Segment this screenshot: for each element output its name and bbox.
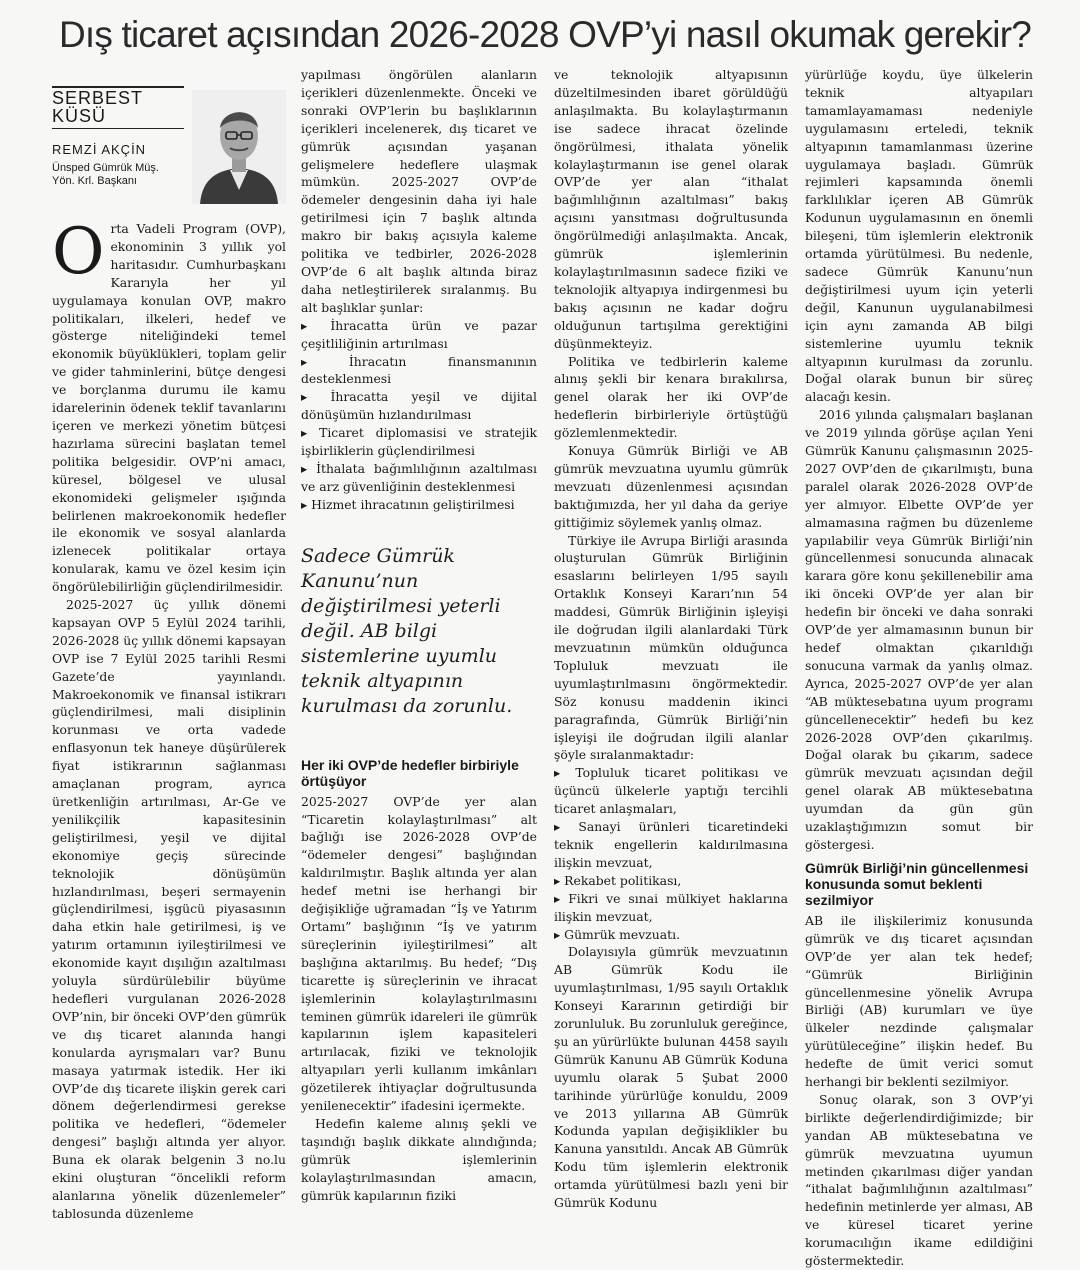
author-photo — [192, 90, 286, 204]
column-3 — [554, 66, 788, 1211]
bullet-item: ▸ İhracatın finansmanının desteklenmesi — [301, 353, 537, 389]
bullet-item: ▸ İthalata bağımlılığının azaltılması ve arz güvenliğinin desteklenmesi — [301, 460, 537, 496]
bullet-item: ▸ Topluluk ticaret politikası ve üçüncü ülkelerle yaptığı tercihli ticaret anlaşmaları, — [554, 764, 788, 818]
author-role-line1: Ünsped Gümrük Müş. — [52, 161, 159, 174]
bullet-item: ▸ Fikri ve sınai mülkiyet haklarına ilişkin mevzuat, — [554, 890, 788, 926]
paragraph: yapılması öngörülen alanların içerikleri düzenlenmekte. Önceki ve sonraki OVP’lerin bu başlıklarının içerikleri incelenerek, dış ticaret ve gümrük açısından yaşanan gelişmelere hedeflere ulaşmak mümkün. 2025-2027 OVP’de ödemeler dengesinin daha iyi hale getirilmesi için 7 başlık altında makro bir bakış açısıyla kaleme politika ve tedbirler, 2026-2028 OVP’de 6 alt başlık altında biraz daha netleştirilerek sıralanmış. Bu alt başlıklar şunlar: — [301, 67, 537, 315]
column-2 — [301, 66, 537, 1203]
paragraph: Türkiye ile Avrupa Birliği arasında oluşturulan Gümrük Birliğinin esaslarını belirleyen 1/95 sayılı Ortaklık Konseyi Kararı’nın 54 maddesi, Gümrük Birliğinin işleyişi ile doğrudan ilgili alanlardaki Türk mevzuatının mümkün olduğunca Topluluk mevzuatı ile uyumlaştırılmasını öngörmektedir. Söz konusu maddenin ikinci paragrafında, Gümrük Birliği’nin işleyişi ile doğrudan ilgili alanlar şöyle sıralanmaktadır: — [554, 532, 788, 763]
paragraph: 2016 yılında çalışmaları başlanan ve 2019 yılında görüşe açılan Yeni Gümrük Kanunu çalışmasının 2025-2027 OVP’den de çıkarılmıştı, buna paralel olarak 2026-2028 OVP’de yer almıyor. Elbette OVP’de yer almamasına rağmen bu düzenleme yapılabilir veya Gümrük Birliği’nin güncellenmesi sonucunda alınacak karara göre konu şekillenebilir ama iki önceki OVP’de yer alan bir hedefin bir önceki ve daha sonraki OVP’de yer almamasının bunun bir hedef olmaktan çıkarıldığı sonucuna varmak da yanlış olmaz. Ayrıca, 2025-2027 OVP’de yer alan “AB müktesebatına uyum programı güncellenecektir” hedefi bu kez 2026-2028 OVP’den çıkarılmış. Doğal olarak bu çıkarım, sadece gümrük mevzuatı açısından değil genel olarak AB müktesebatına uyumdan da gün gün uzaklaştığımızın somut bir göstergesi. — [805, 407, 1033, 852]
headline: Dış ticaret açısından 2026-2028 OVP’yi nasıl okumak gerekir? — [58, 14, 1032, 55]
paragraph: 2025-2027 üç yıllık dönemi kapsayan OVP 5 Eylül 2024 tarihli, 2026-2028 üç yıllık dönemi kapsayan OVP ise 7 Eylül 2025 tarihli Resmi Gazete’de yayınlandı. Makroekonomik ve finansal istikrarı güçlendirilmesi, mali disiplinin korunması ve orta vadede enflasyonun tek haneye düşürülerek fiyat istikrarının sağlanması amaçlanan program, ayrıca üretkenliğin artırılması, Ar-Ge ve yenilikçilik kapasitesinin geliştirilmesi, yeşil ve dijital ekonomiye geçiş sürecinde teknolojik dönüşümün hızlandırılması, beşeri sermayenin güçlendirilmesi, işgücü piyasasının daha etkin hale getirilmesi, iş ve yatırım ortamının iyileştirilmesi ve ekonomide kayıt dışılığın azaltılması yoluyla sürdürülebilir büyüme hedefleri vurgulanan 2026-2028 OVP’nin, bir önceki OVP’den gümrük ve dış ticaret alanında hangi konularda ayrışmaları var? Bunu masaya yatırmak istedik. Her iki OVP’de dış ticarete ilişkin gerek cari dönem değerlendirmesi gerekse politika ve hedefleri, “ödemeler dengesi” başlığı altında yer alıyor. Buna ek olarak belgenin 3 no.lu ekini oluşturan “öncelikli reform alanlarına yönelik düzenlemeler” tablosunda düzenleme — [52, 597, 286, 1221]
byline-box — [52, 86, 286, 220]
paragraph: ve teknolojik altyapısının düzeltilmesinden ibaret görüldüğü anlaşılmakta. Bu kolaylaştırmanın ise sadece ihracat özelinde öngörülmesi, ithalata yönelik kolaylaştırmanın ise genel olarak OVP’de yer alan “ithalat bağımlılığının azaltılması” bakış açısını yansıtması doğrultusunda öngörülmediği anlaşılmakta. Ancak, gümrük işlemlerinin kolaylaştırılmasının sadece fiziki ve teknolojik altyapıya indirgenmesi bu bakış açısının ne kadar doğru olduğunun tartışılma gerektiğini düşünmekteyiz. — [554, 67, 788, 351]
bullet-item: ▸ Rekabet politikası, — [554, 872, 788, 890]
paragraph: Politika ve tedbirlerin kaleme alınış şekli bir kenara bırakılırsa, genel olarak her iki OVP’de hedeflerin birbirleriyle örtüştüğü gözlemlenmektedir. — [554, 353, 788, 441]
paragraph: Dolayısıyla gümrük mevzuatının AB Gümrük Kodu ile uyumlaştırılması, 1/95 sayılı Ortaklık Konseyi Kararının getirdiği bir zorunluluk. Bu zorunluluk gereğince, şu an yürürlükte bulunan 4458 sayılı Gümrük Kanunu AB Gümrük Koduna uyumlu olarak 5 Şubat 2000 tarihinde yürürlüğe konuldu, 2009 ve 2013 yıllarına AB Gümrük Kodunda yapılan değişiklikler bu Kanuna yansıtıldı. Ancak AB Gümrük Kodu tüm işlemlerin elektronik ortamda yürütülmesi bazlı yeni bir Gümrük Kodunu — [554, 944, 788, 1211]
author-name: REMZİ AKÇİN — [52, 141, 147, 157]
paragraph: Konuya Gümrük Birliği ve AB gümrük mevzuatına uyumlu gümrük mevzuatı düzenlenmesi açısından baktığımızda, her yıl daha da geriye gittiğimiz söylemek yanlış olmaz. — [554, 443, 788, 530]
pull-quote: Sadece Gümrük Kanunu’nun değiştirilmesi yeterli değil. AB bilgi sistemlerine uyumlu teknik altyapının kurulması da zorunlu. — [301, 544, 513, 717]
paragraph-text: rta Vadeli Program (OVP), ekonominin 3 yıllık yol haritasıdır. Cumhurbaşkanı Kararıyla her yıl uygulamaya konulan OVP, makro politikaları, ilkeleri, hedef ve gösterge niteliğindeki temel ekonomik büyüklükleri, toplam gelir ve gider tahminlerini, bütçe dengesi ve borçlanma durumu ile kamu idarelerinin ödenek teklif tavanlarını içeren ve merkezi yönetim bütçesi hazırlama sürecini başlatan temel politika belgesidir. OVP’ni amacı, küresel, bölgesel ve ulusal ekonomideki gelişmeler ışığında belirlenen makroekonomik hedefler ile ekonomik ve sosyal alanlarda izlenecek politikalar ortaya konularak, kamu ve özel kesim için öngörülebilirliğin güçlendirilmesidir. — [52, 221, 286, 595]
bullet-item: ▸ Hizmet ihracatının geliştirilmesi — [301, 496, 537, 514]
column-1 — [52, 66, 286, 1221]
bullet-item: ▸ İhracatta yeşil ve dijital dönüşümün hızlandırılması — [301, 388, 537, 424]
paragraph: AB ile ilişkilerimiz konusunda gümrük ve dış ticaret açısından OVP’de yer alan tek hedef; “Gümrük Birliğinin güncellenmesine yönelik Avrupa Birliği (AB) kurumları ve üye ülkeler nezdinde çalışmalar yürütüleceğine” ilişkin hedef. Bu hedefte de ümit verici somut herhangi bir beklenti sezilmiyor. — [805, 912, 1033, 1090]
column-4 — [805, 66, 1033, 1269]
lead-paragraph — [52, 215, 286, 596]
subheading: Her iki OVP’de hedefler birbiriyle örtüşüyor — [301, 756, 519, 789]
paragraph: Hedefin kaleme alınış şekli ve taşındığı başlık dikkate alındığında; gümrük işlemlerinin kolaylaştırılmasından amacın, gümrük kapılarının fiziki — [301, 1115, 537, 1203]
column-kicker: SERBEST KÜSÜ — [52, 86, 184, 129]
bullet-item: ▸ Ticaret diplomasisi ve stratejik işbirliklerin güçlendirilmesi — [301, 424, 537, 460]
drop-cap: O — [52, 215, 105, 289]
author-role-line2: Yön. Krl. Başkanı — [52, 174, 137, 187]
bullet-item: ▸ İhracatta ürün ve pazar çeşitliliğinin artırılması — [301, 317, 537, 353]
paragraph: yürürlüğe koydu, üye ülkelerin teknik altyapıları tamamlayamaması nedeniyle uygulamasını erteledi, teknik altyapının tamamlanması üzerine uygulamaya başladı. Gümrük rejimleri kapsamında önemli farklılıklar içeren AB Gümrük Kodunun uygulamasının en önemli bileşeni, tüm işlemlerin elektronik ortamda yürütülmesi. Bu nedenle, sadece Gümrük Kanunu’nun değiştirilmesi uyum için yeterli değil, Kanunun uygulanabilmesi için aynı zamanda AB bilgi sistemlerine uyumlu teknik altyapının kurulması da zorunlu. Doğal olarak bunun bir süreç alacağı kesin. — [805, 67, 1033, 405]
bullet-item: ▸ Gümrük mevzuatı. — [554, 926, 788, 944]
paragraph: 2025-2027 OVP’de yer alan “Ticaretin kolaylaştırılması” alt bağlığı ise 2026-2028 OVP’de “ödemeler dengesi” başlığından kaldırılmıştır. Başlık altında yer alan hedef metni ise herhangi bir değişikliğe uğramadan “İş ve Yatırım Ortamı” başlığının “İş ve yatırım süreçlerinin iyileştirilmesi” alt başlığına aktarılmış. Bu hedef; “Dış ticarette iş süreçlerinin ve ihracat işlemlerinin kolaylaştırılmasını teminen gümrük idareleri ile gümrük kapılarının işlem kapasiteleri artırılacak, fiziki ve teknolojik altyapıları yerli kullanım imkânları gözetilerek ihtiyaçlar doğrultusunda yenilenecektir” ifadesini içermekte. — [301, 793, 537, 1114]
subheading: Gümrük Birliği’nin güncellenmesi konusunda somut beklenti sezilmiyor — [805, 859, 1029, 908]
paragraph: Sonuç olarak, son 3 OVP’yi birlikte değerlendirdiğimizde; bir yandan AB müktesebatına ve gümrük mevzuatına uyumun metinden çıkarılması diğer yandan “ithalat bağımlılığının azaltılması” hedefinin metinlerde yer alması, AB ve küresel ticaret yerine korumacılığın ikame edildiğini göstermektedir. — [805, 1091, 1033, 1269]
bullet-item: ▸ Sanayi ürünleri ticaretindeki teknik engellerin kaldırılmasına ilişkin mevzuat, — [554, 818, 788, 872]
